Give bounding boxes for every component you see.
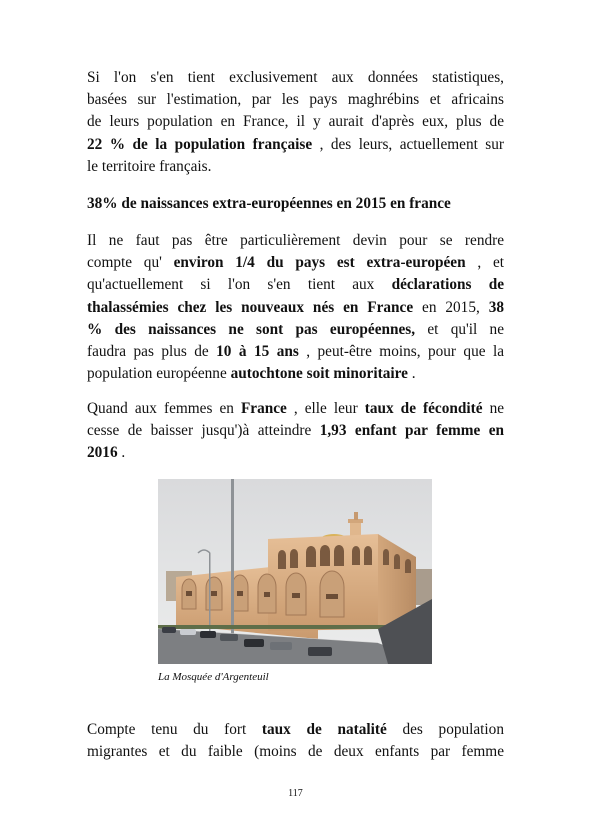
text-fragment: en 2015, [413, 298, 489, 316]
bold-text: taux de fécondité [364, 400, 483, 417]
text-fragment: . [117, 444, 126, 462]
text-line: le territoire français. [87, 157, 212, 175]
text-line: de leurs population en France, il y aurait d'après eux, plus de [87, 113, 504, 131]
text-fragment: qu'actuellement si l'on s'en tient aux [87, 276, 392, 294]
bold-text: % des naissances ne sont pas européennes, [87, 320, 416, 338]
text-fragment: , peut-être moins, pour que la [298, 343, 504, 361]
text-fragment: et qu'il ne [415, 320, 504, 338]
text-line: basées sur l'estimation, par les pays maghrébins et africains [87, 91, 504, 109]
text-line: migrantes et du faible (moins de deux enfants par femme [87, 743, 504, 761]
text-line [87, 398, 504, 420]
text-line [87, 442, 504, 464]
text-line [87, 252, 504, 274]
text-fragment: population européenne [87, 365, 231, 383]
paragraph-births [87, 230, 504, 385]
bold-text: France [240, 400, 287, 417]
text-fragment: compte qu' [87, 254, 174, 272]
bold-text: 38 [488, 298, 504, 316]
bold-text: 1,93 enfant par femme en [319, 422, 504, 440]
page-number: 117 [288, 788, 303, 799]
bold-text: thalassémies chez les nouveaux nés en France [87, 298, 414, 316]
text-fragment: des population [386, 721, 504, 738]
text-fragment: faudra pas plus de [87, 343, 217, 361]
bold-text: environ 1/4 du pays est extra-européen [173, 254, 466, 272]
text-line [87, 341, 504, 363]
text-line [87, 363, 504, 385]
text-fragment: . [407, 365, 416, 383]
paragraph-statistics [87, 67, 504, 178]
text-line [87, 719, 504, 741]
text-line: Si l'on s'en tient exclusivement aux données statistiques, [87, 69, 504, 86]
text-fragment: , et [465, 254, 505, 272]
text-line [87, 274, 504, 296]
text-line [87, 420, 504, 442]
text-fragment: , des leurs, actuellement sur [312, 135, 504, 153]
bold-text: 10 à 15 ans [216, 343, 299, 361]
bold-text: taux de natalité [261, 721, 387, 738]
text-line [87, 297, 504, 319]
paragraph-fertility [87, 398, 504, 465]
bold-text: déclarations de [391, 276, 504, 294]
text-fragment: Compte tenu du fort [87, 721, 262, 738]
bold-text: 22 % de la population française [87, 135, 313, 153]
bold-text: 2016 [87, 444, 118, 462]
text-fragment: , elle leur [286, 400, 365, 417]
text-line [87, 134, 504, 156]
text-fragment: ne [482, 400, 505, 417]
text-fragment: cesse de baisser jusqu')à atteindre [87, 422, 320, 440]
photo-caption: La Mosquée d'Argenteuil [158, 671, 269, 683]
section-heading: 38% de naissances extra-européennes en 2015 en france [87, 195, 451, 212]
bold-text: autochtone soit minoritaire [230, 365, 408, 383]
paragraph-birthrate [87, 719, 504, 763]
mosque-photo [158, 479, 432, 664]
text-line: Il ne faut pas être particulièrement devin pour se rendre [87, 232, 504, 249]
text-line [87, 319, 504, 341]
text-fragment: Quand aux femmes en [87, 400, 241, 417]
